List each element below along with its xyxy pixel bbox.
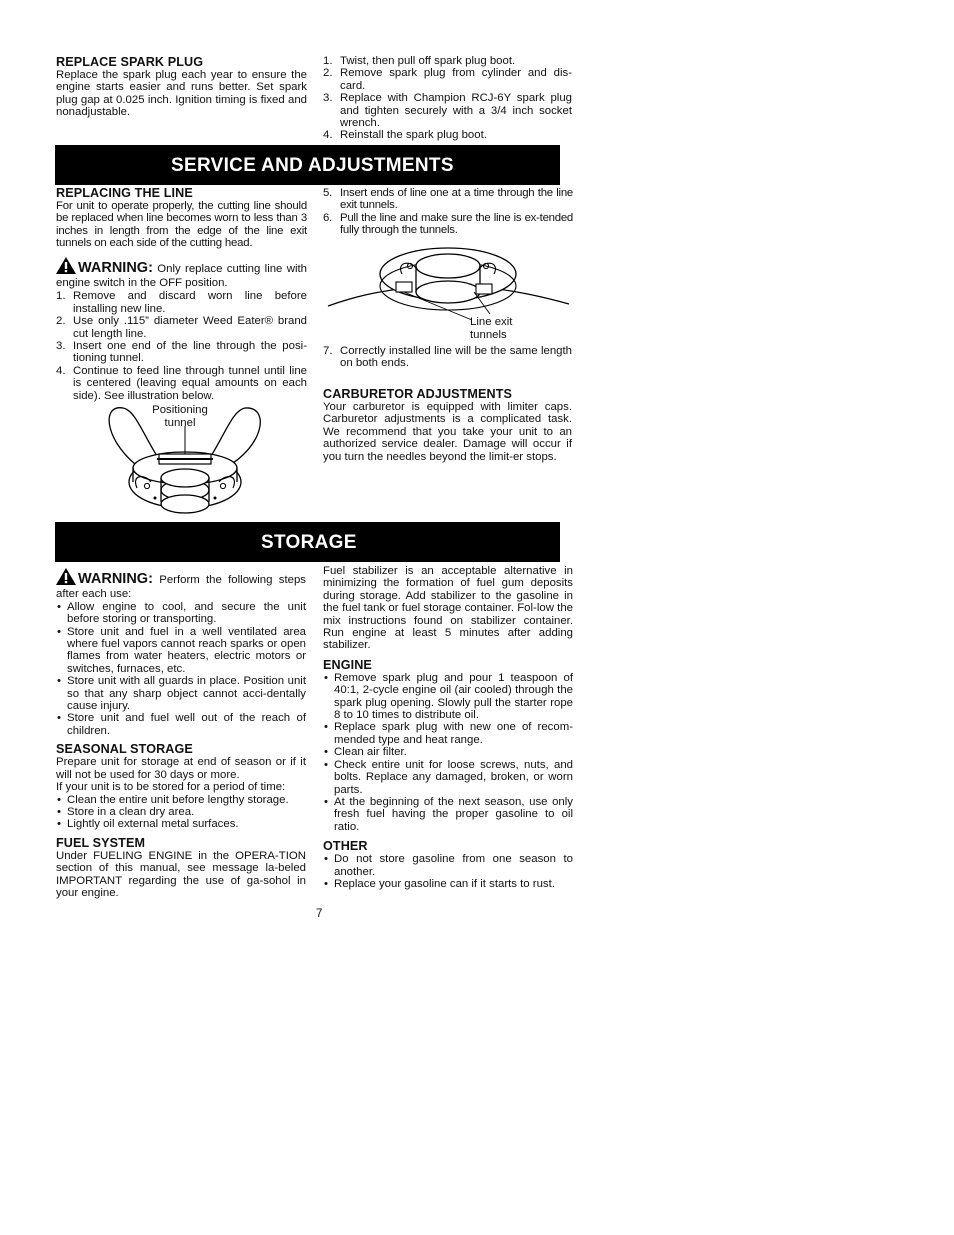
carburetor-section <box>323 387 572 463</box>
warning-icon <box>56 568 76 588</box>
warning-label: WARNING: <box>78 571 153 587</box>
fig1-label: Positioning tunnel <box>152 404 208 429</box>
list-item: • Replace your gasoline can if it starts to rust. <box>323 878 573 890</box>
list-item: 4. Reinstall the spark plug boot. <box>323 129 487 142</box>
fuel-system-heading: FUEL SYSTEM <box>56 835 146 850</box>
service-banner-title: SERVICE AND ADJUSTMENTS <box>171 155 454 176</box>
list-item: • At the beginning of the next season, use only fresh fuel having the proper gasoline to oil ratio. <box>323 796 573 833</box>
list-item: 2. Use only .115” diameter Weed Eater® brand cut length line. <box>56 315 307 340</box>
warning-label: WARNING: <box>78 259 153 276</box>
warning-text: Perform the following steps after each use: <box>56 574 306 601</box>
page-number: 7 <box>316 908 323 920</box>
seasonal-storage-heading: SEASONAL STORAGE <box>56 742 193 757</box>
list-item: • Do not store gasoline from one season to another. <box>323 853 573 878</box>
list-item: • Replace spark plug with new one of recom-mended type and heat range. <box>323 721 573 746</box>
stabilizer-body: Fuel stabilizer is an acceptable alternative in minimizing the formation of fuel gum deposits during storage. Add stabilizer to the gasoline in the fuel tank or fuel storage container. Fol-low the mix instructions found on stabilizer container. Run engine at least 5 minutes after adding stabilizer. <box>323 565 573 652</box>
engine-heading: ENGINE <box>323 657 372 672</box>
list-item: 6. Pull the line and make sure the line is ex-tended fully through the tunnels. <box>323 211 573 237</box>
service-banner <box>55 145 560 185</box>
list-item: • Store unit and fuel well out of the reach of children. <box>56 712 306 737</box>
list-item: • Remove spark plug and pour 1 teaspoon of 40:1, 2-cycle engine oil (air cooled) through the spark plug opening. Slowly pull the starter rope 8 to 10 times to distribute oil. <box>323 672 573 722</box>
list-item: • Clean the entire unit before lengthy storage. <box>56 794 306 806</box>
storage-left-column <box>56 568 306 899</box>
replacing-line-section <box>56 186 307 402</box>
seasonal-body-2: If your unit is to be stored for a period of time: <box>56 781 286 794</box>
line-exit-tunnels-illustration <box>326 244 571 324</box>
spark-plug-body: Replace the spark plug each year to ensure the engine starts easier and runs better. Set spark plug gap at 0.025 inch. Ignition timing is fixed and nonadjustable. <box>56 69 307 119</box>
list-item: • Store unit and fuel in a well ventilated area where fuel vapors cannot reach sparks or open flames from water heaters, electric motors or switches, furnaces, etc. <box>56 626 306 676</box>
carburetor-heading: CARBURETOR ADJUSTMENTS <box>323 387 513 401</box>
storage-warning <box>56 568 306 601</box>
storage-right-column <box>323 565 573 890</box>
list-item: • Clean air filter. <box>323 746 573 758</box>
list-item: 2. Remove spark plug from cylinder and dis-card. <box>323 67 572 92</box>
service-right-steps <box>323 187 573 237</box>
fig2-label: Line exit tunnels <box>470 316 513 341</box>
list-item: • Lightly oil external metal surfaces. <box>56 818 306 830</box>
list-item: • Store in a clean dry area. <box>56 806 306 818</box>
carburetor-body: Your carburetor is equipped with limiter caps. Carburetor adjustments is a complicated task. We recommend that you take your unit to an authorized service dealer. Damage will occur if you turn the needles beyond the limit-er stops. <box>323 401 572 463</box>
list-item: 3. Insert one end of the line through the posi-tioning tunnel. <box>56 340 307 365</box>
fuel-system-body: Under FUELING ENGINE in the OPERA-TION section of this manual, see message la-beled IMPORTANT regarding the use of ga-sohol in your engine. <box>56 849 306 899</box>
list-item: • Store unit with all guards in place. Position unit so that any sharp object cannot acci-dentally cause injury. <box>56 675 306 712</box>
list-item: 1. Twist, then pull off spark plug boot. <box>323 55 516 67</box>
positioning-tunnel-illustration <box>105 404 265 524</box>
storage-banner <box>55 522 560 562</box>
spark-plug-heading: REPLACE SPARK PLUG <box>56 55 204 69</box>
line-warning <box>56 257 307 290</box>
warning-text: Only replace cutting line with engine switch in the OFF position. <box>56 262 307 290</box>
warning-icon <box>56 257 76 277</box>
seasonal-body-1: Prepare unit for storage at end of season or if it will not be used for 30 days or more. <box>56 756 306 781</box>
storage-banner-title: STORAGE <box>261 532 357 553</box>
spark-plug-steps <box>323 55 572 142</box>
list-item: 1. Remove and discard worn line before installing new line. <box>56 290 307 315</box>
list-item: 7. Correctly installed line will be the same length on both ends. <box>323 345 572 370</box>
list-item: • Allow engine to cool, and secure the unit before storing or transporting. <box>56 601 306 626</box>
spark-plug-section <box>56 55 307 119</box>
replacing-line-heading: REPLACING THE LINE <box>56 186 193 200</box>
service-step-7 <box>323 345 572 370</box>
list-item: 4. Continue to feed line through tunnel until line is centered (leaving equal amounts on each side). See illustration below. <box>56 364 307 402</box>
list-item: 3. Replace with Champion RCJ-6Y spark plug and tighten securely with a 3/4 inch socket wrench. <box>323 92 572 130</box>
list-item: • Check entire unit for loose screws, nuts, and bolts. Replace any damaged, broken, or worn parts. <box>323 759 573 796</box>
replacing-line-body: For unit to operate properly, the cutting line should be replaced when line becomes worn to less than 3 inches in length from the edge of the line exit tunnels on each side of the cutting head. <box>56 200 307 250</box>
list-item: 5. Insert ends of line one at a time through the line exit tunnels. <box>323 187 573 212</box>
other-heading: OTHER <box>323 839 368 854</box>
